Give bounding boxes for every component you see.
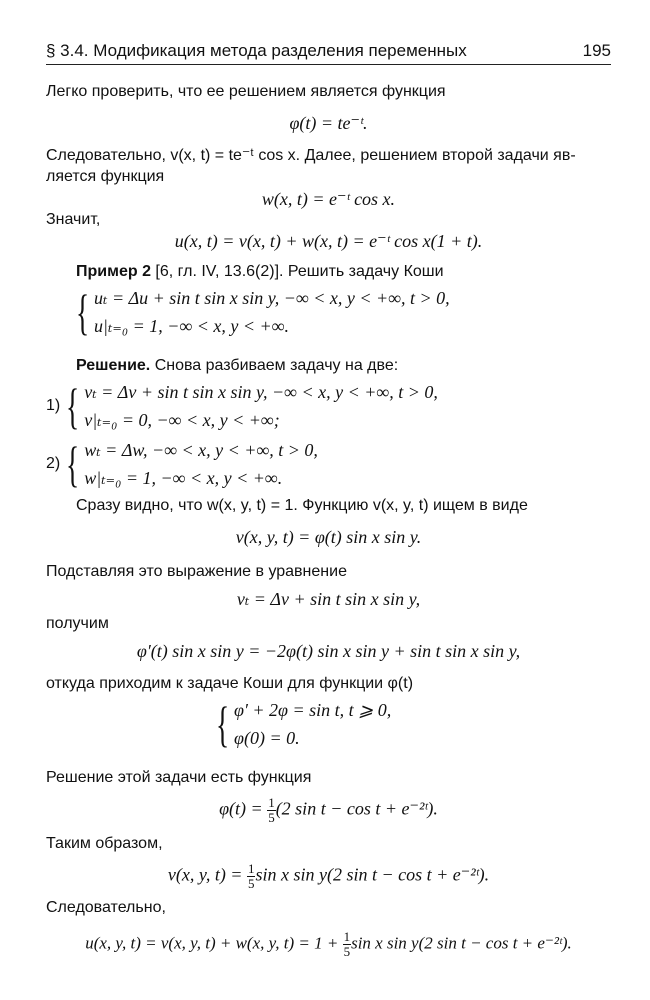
fraction: [343, 930, 352, 959]
solution-label: Решение.: [76, 357, 151, 374]
equation: w|ₜ₌₀ = 1, −∞ < x, y < +∞.: [84, 468, 283, 488]
section-title: § 3.4. Модификация метода разделения переменных: [46, 41, 467, 60]
paragraph: Решение этой задачи есть функция: [46, 769, 312, 786]
paragraph: откуда приходим к задаче Коши для функции φ(t): [46, 675, 414, 692]
paragraph: Значит,: [46, 211, 101, 228]
formula: [46, 930, 611, 959]
numerator: 1: [247, 861, 255, 876]
paragraph: Подставляя это выражение в уравнение: [46, 563, 347, 580]
paragraph: ляется функция: [46, 168, 165, 185]
example-heading: [46, 262, 641, 282]
formula: vₜ = Δv + sin t sin x sin y,: [236, 589, 421, 609]
numerator: 1: [268, 795, 275, 810]
brace: {: [76, 284, 90, 340]
brace: {: [216, 696, 230, 752]
page: [46, 30, 611, 959]
equation: φ′ + 2φ = sin t, t ⩾ 0,: [234, 700, 392, 720]
paragraph: Таким образом,: [46, 835, 163, 852]
paragraph: получим: [46, 615, 109, 632]
formula: φ(t) = te⁻ᵗ.: [289, 113, 368, 133]
example-text: [6, гл. IV, 13.6(2)]. Решить задачу Коши: [150, 263, 444, 280]
item-number: 2): [46, 455, 61, 472]
paragraph: Следовательно, v(x, t) = te⁻ᵗ cos x. Далее, решением второй задачи яв-: [46, 147, 576, 164]
denominator: 5: [343, 944, 351, 959]
system-4: [216, 696, 611, 752]
example-label: Пример 2: [76, 263, 151, 280]
formula-part: v(x, y, t) =: [167, 864, 247, 885]
paragraph: Легко проверить, что ее решением является функция: [46, 83, 446, 100]
solution-heading: [46, 356, 641, 376]
denominator: 5: [268, 810, 275, 825]
formula: φ′(t) sin x sin y = −2φ(t) sin x sin y + sin t sin x sin y,: [136, 641, 521, 661]
equation: wₜ = Δw, −∞ < x, y < +∞, t > 0,: [84, 440, 318, 460]
formula: w(x, t) = e⁻ᵗ cos x.: [261, 189, 396, 209]
equation: u|ₜ₌₀ = 1, −∞ < x, y < +∞.: [94, 316, 290, 336]
brace: {: [66, 378, 80, 434]
denominator: 5: [247, 876, 255, 891]
formula: [46, 862, 611, 891]
numerator: 1: [343, 929, 351, 944]
formula-part: φ(t) =: [219, 798, 268, 819]
system-1: [76, 284, 611, 340]
solution-text: Снова разбиваем задачу на две:: [150, 357, 399, 374]
paragraph: Сразу видно, что w(x, y, t) = 1. Функцию v(x, y, t) ищем в виде: [76, 497, 528, 514]
running-header: [46, 30, 611, 65]
equation: v|ₜ₌₀ = 0, −∞ < x, y < +∞;: [84, 410, 280, 430]
formula: u(x, t) = v(x, t) + w(x, t) = e⁻ᵗ cos x(1 + t).: [174, 231, 483, 251]
equation: φ(0) = 0.: [234, 728, 300, 748]
formula: [46, 796, 611, 825]
brace: {: [66, 436, 80, 492]
formula-part: (2 sin t − cos t + e⁻²ᵗ).: [275, 798, 438, 819]
formula-part: sin x sin y(2 sin t − cos t + e⁻²ᵗ).: [255, 864, 490, 885]
system-3: [46, 436, 611, 492]
formula: v(x, y, t) = φ(t) sin x sin y.: [235, 527, 422, 547]
paragraph: Следовательно,: [46, 899, 166, 916]
page-number: 195: [582, 41, 611, 60]
equation: uₜ = Δu + sin t sin x sin y, −∞ < x, y < +∞, t > 0,: [94, 288, 450, 308]
formula-part: sin x sin y(2 sin t − cos t + e⁻²ᵗ).: [351, 933, 572, 953]
fraction: [267, 796, 276, 825]
formula-part: u(x, y, t) = v(x, y, t) + w(x, y, t) = 1 +: [85, 933, 343, 953]
item-number: 1): [46, 397, 61, 414]
equation: vₜ = Δv + sin t sin x sin y, −∞ < x, y < +∞, t > 0,: [84, 382, 438, 402]
system-2: [46, 378, 611, 434]
